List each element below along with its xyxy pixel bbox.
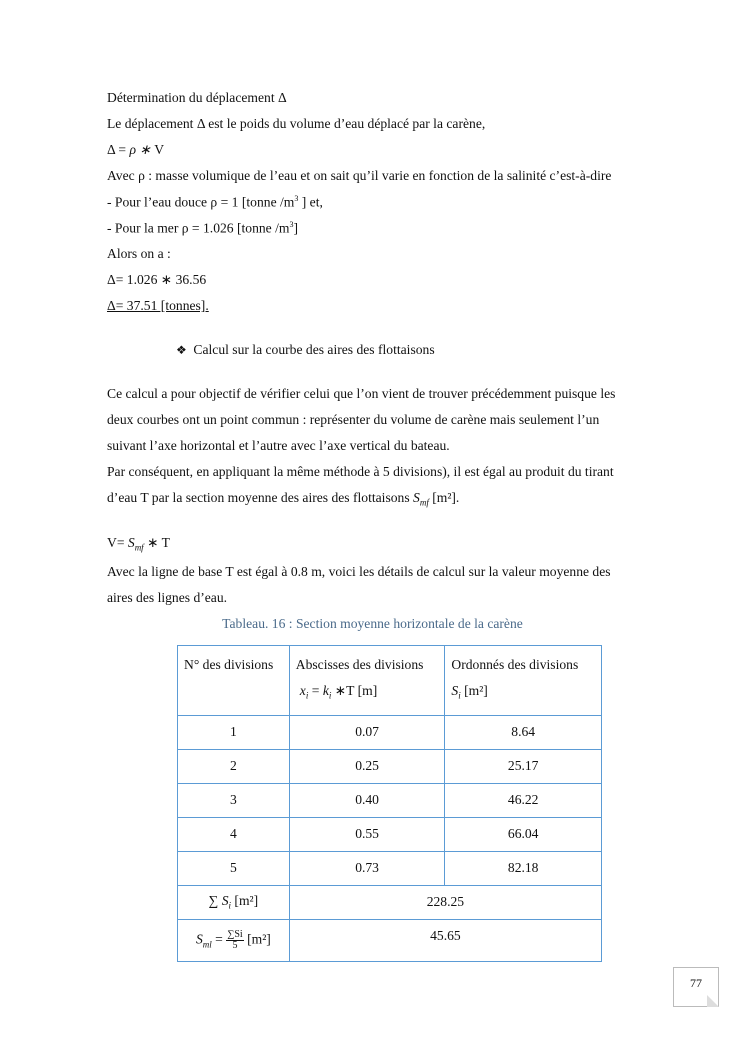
formula-volume: $V= S_{mf}$ ∗ T	[107, 535, 170, 553]
text-line: - Pour la mer ρ = 1.026 [tonne $/m^3$]	[107, 220, 298, 236]
table-row: 5 0.73 82.18	[178, 851, 602, 885]
diamond-bullet-icon: ❖	[176, 343, 187, 357]
text-line: Avec la ligne de base T est égal à 0.8 m, voici les détails de calcul sur la valeur moyenne des	[107, 564, 611, 579]
mean-label: $S_{ml}$ = $\frac{\sum Si}{5} [m^2]$	[178, 919, 290, 961]
mean-value: 45.65	[289, 919, 601, 961]
text-line: Le déplacement Δ est le poids du volume d’eau déplacé par la carène,	[107, 116, 486, 131]
text-line: Alors on a :	[107, 246, 171, 261]
table-row: 3 0.40 46.22	[178, 783, 602, 817]
table-row: 1 0.07 8.64	[178, 715, 602, 749]
bullet-label: Calcul sur la courbe des aires des flottaisons	[193, 342, 435, 357]
formula-result: Δ= 37.51 [tonnes].	[107, 298, 209, 313]
header-abscissas: Abscisses des divisions $x_i = k_i$ ∗T [m]	[289, 646, 445, 716]
page-number: 77	[673, 967, 719, 1007]
text-line: deux courbes ont un point commun : représenter du volume de carène mais seulement l’un	[107, 412, 600, 427]
table-row: 4 0.55 66.04	[178, 817, 602, 851]
table-header-row	[178, 646, 602, 716]
table-sum-row	[178, 885, 602, 919]
text-line: Par conséquent, en appliquant la même méthode à 5 divisions), il est égal au produit du tirant	[107, 464, 614, 479]
formula-line: Δ= 1.026 ∗ 36.56	[107, 272, 207, 287]
heading-displacement: Détermination du déplacement Δ	[107, 90, 287, 105]
sum-value: 228.25	[289, 885, 601, 919]
text-line: d’eau T par la section moyenne des aires des flottaisons $S_{mf}$ [m²].	[107, 490, 460, 508]
text-line: Ce calcul a pour objectif de vérifier celui que l’on vient de trouver précédemment puisque les	[107, 386, 616, 401]
bullet-item	[176, 342, 435, 358]
table-row: 2 0.25 25.17	[178, 749, 602, 783]
formula-delta: Δ = ρ ∗ V	[107, 142, 165, 157]
text-line: - Pour l’eau douce ρ = 1 [tonne $/m^3$ ] et,	[107, 194, 323, 210]
page-fold-icon	[707, 995, 719, 1007]
header-ordinates: Ordonnés des divisions $S_i$ [m²]	[445, 646, 602, 716]
text-line: suivant l’axe horizontal et l’autre avec l’axe vertical du bateau.	[107, 438, 450, 453]
table-mean-row	[178, 919, 602, 961]
text-line: aires des lignes d’eau.	[107, 590, 228, 605]
section-table	[177, 645, 602, 962]
sum-label: ∑ $S_i$ [m²]	[178, 885, 290, 919]
header-divisions: N° des divisions	[178, 646, 290, 716]
table-caption: Tableau. 16 : Section moyenne horizontale de la carène	[222, 616, 523, 631]
text-line: Avec ρ : masse volumique de l’eau et on sait qu’il varie en fonction de la salinité c’est-à-dire	[107, 168, 612, 183]
